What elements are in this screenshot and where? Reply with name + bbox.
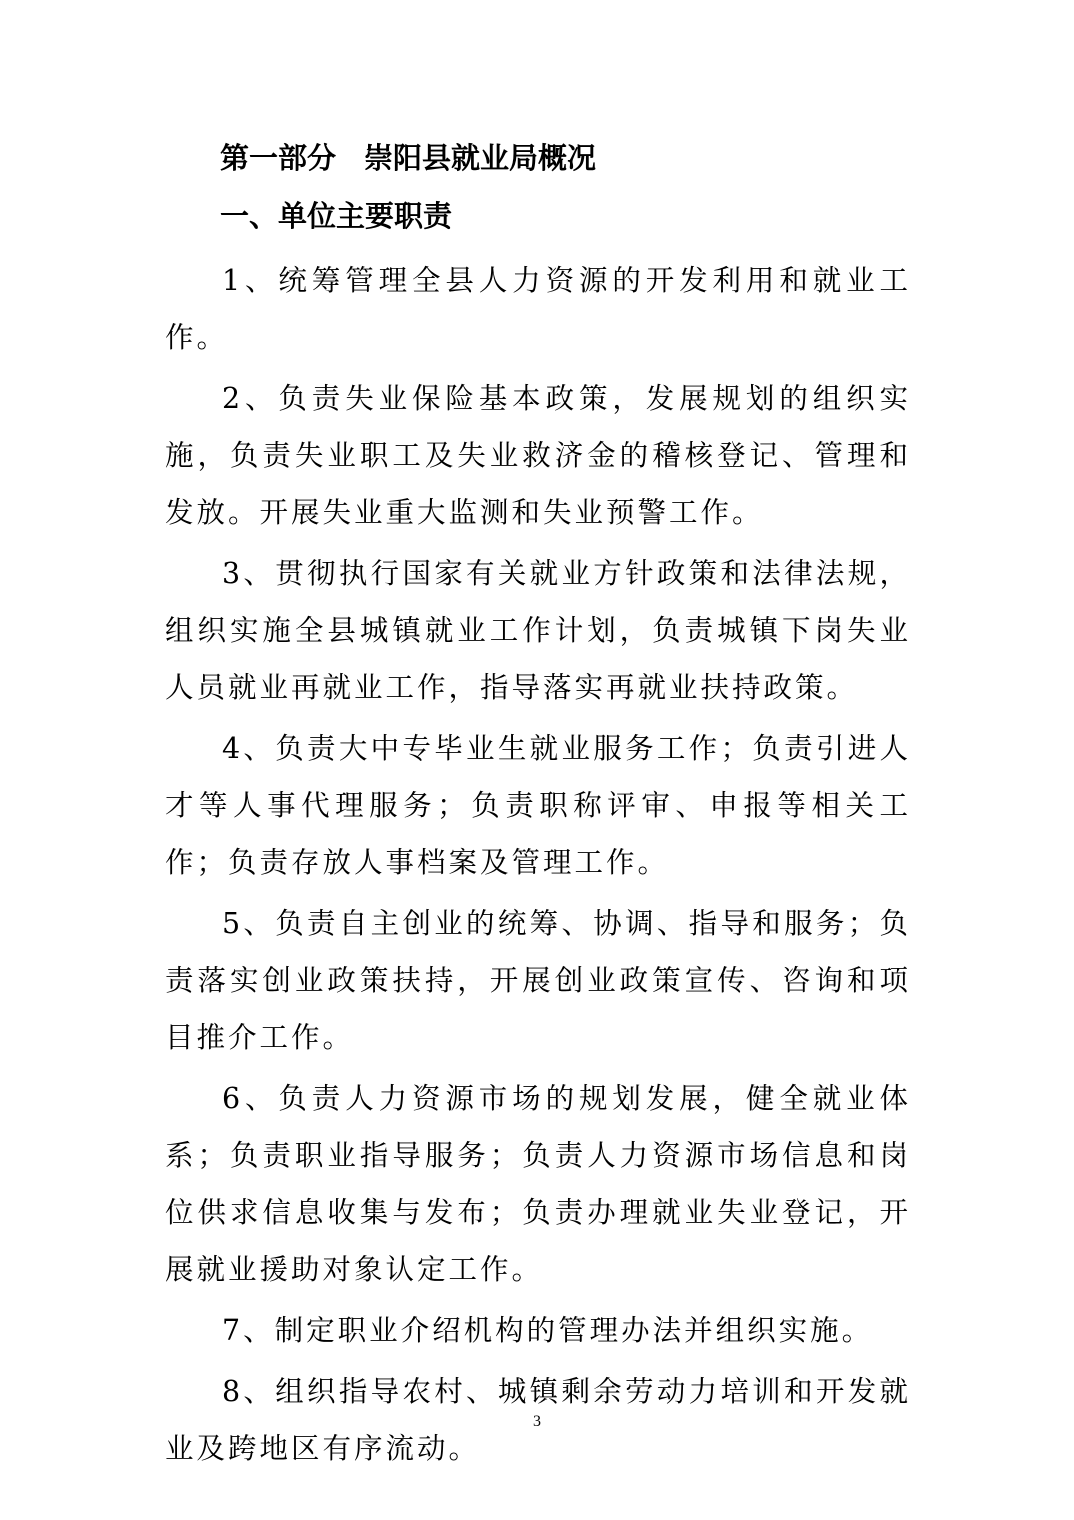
- page-number: 3: [533, 1413, 541, 1430]
- duty-paragraph-2: 2、负责失业保险基本政策，发展规划的组织实施，负责失业职工及失业救济金的稽核登记、管理和发放。开展失业重大监测和失业预警工作。: [165, 382, 911, 529]
- duty-paragraph-3: 3、贯彻执行国家有关就业方针政策和法律法规，组织实施全县城镇就业工作计划，负责城镇下岗失业人员就业再就业工作，指导落实再就业扶持政策。: [165, 557, 911, 704]
- duty-paragraph-7: 7、制定职业介绍机构的管理办法并组织实施。: [222, 1314, 874, 1347]
- duties-list: [165, 252, 911, 1481]
- part-name: 崇阳县就业局概况: [364, 141, 597, 175]
- part-title: [220, 138, 596, 178]
- duty-paragraph-1: 1、统筹管理全县人力资源的开发利用和就业工作。: [165, 264, 911, 354]
- duty-paragraph-4: 4、负责大中专毕业生就业服务工作；负责引进人才等人事代理服务；负责职称评审、申报等相关工作；负责存放人事档案及管理工作。: [165, 732, 911, 879]
- duty-paragraph-8: 8、组织指导农村、城镇剩余劳动力培训和开发就业及跨地区有序流动。: [165, 1375, 911, 1465]
- duty-paragraph-5: 5、负责自主创业的统筹、协调、指导和服务；负责落实创业政策扶持，开展创业政策宣传、咨询和项目推介工作。: [165, 907, 911, 1054]
- section-title: 一、单位主要职责: [220, 199, 453, 233]
- part-label: 第一部分: [220, 141, 337, 175]
- duty-paragraph-6: 6、负责人力资源市场的规划发展，健全就业体系；负责职业指导服务；负责人力资源市场信息和岗位供求信息收集与发布；负责办理就业失业登记，开展就业援助对象认定工作。: [165, 1082, 911, 1286]
